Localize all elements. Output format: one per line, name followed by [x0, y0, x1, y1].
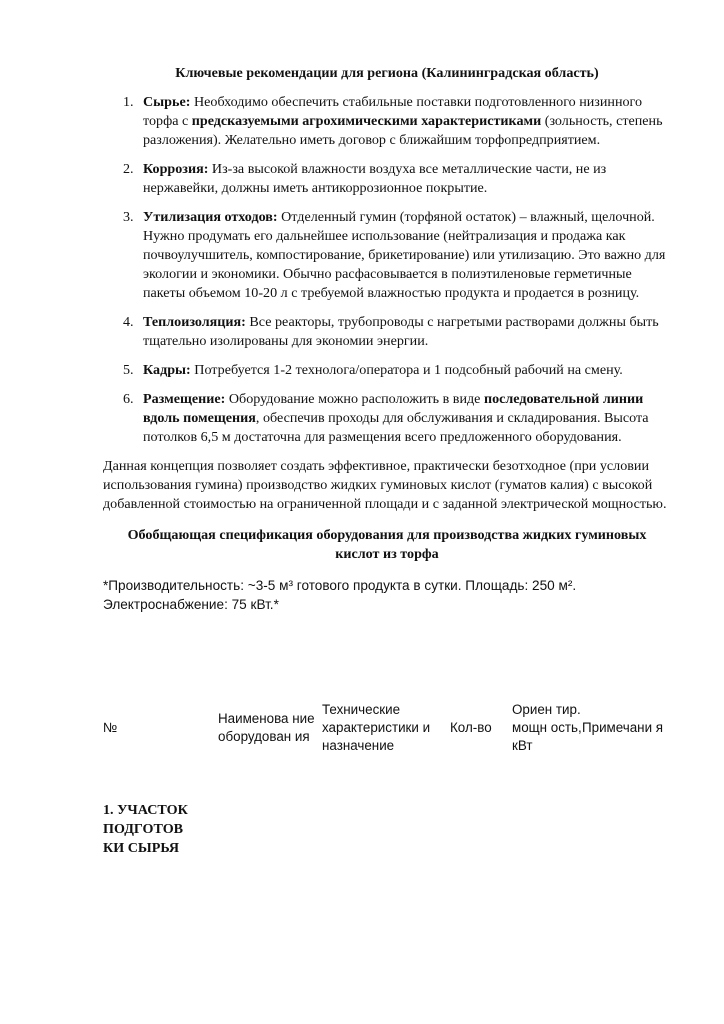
- recommendations-list: [103, 93, 671, 447]
- item-heading: Кадры:: [143, 362, 191, 378]
- item-text: Необходимо обеспечить стабильные поставки подготовленного низинного торфа с: [143, 94, 643, 129]
- list-item: [123, 313, 671, 351]
- item-number: 1.: [123, 94, 134, 110]
- header-cell-number: №: [103, 720, 118, 735]
- item-text: Из-за высокой влажности воздуха все металлические части, не из нержавейки, должны иметь антикоррозионное покрытие.: [143, 161, 607, 196]
- spec-table: [103, 676, 672, 780]
- item-number: 2.: [123, 161, 134, 177]
- spec-title: [103, 526, 671, 564]
- item-bold-text: последовательной линии вдоль помещения: [143, 391, 644, 426]
- spec-params-line: Электроснабжение: 75 кВт.*: [103, 597, 279, 612]
- item-text: Отделенный гумин (торфяной остаток) – влажный, щелочной. Нужно продумать его дальнейшее использование (нейтрализация и продажа как почвоулучшитель, компостирование, брикетирование) или утилизацию. Это важно для экологии и экономики. Обычно расфасовывается в полиэтиленовые герметичные пакеты объемом 10-20 л с требуемой влажностью продукта и продается в розницу.: [143, 209, 666, 301]
- item-heading: Коррозия:: [143, 161, 209, 177]
- recommendations-title: Ключевые рекомендации для региона (Калининградская область): [175, 65, 599, 81]
- item-text: Все реакторы, трубопроводы с нагретыми растворами должны быть тщательно изолированы для экономии энергии.: [143, 314, 659, 349]
- list-item: [123, 160, 671, 198]
- spec-title-line: кислот из торфа: [335, 546, 439, 562]
- header-cell-power: Ориен тир. мощн ость, кВт: [512, 702, 582, 753]
- list-item: [123, 361, 671, 380]
- item-text: Оборудование можно расположить в виде: [225, 391, 484, 407]
- spec-title-line: Обобщающая спецификация оборудования для производства жидких гуминовых: [127, 527, 647, 543]
- item-heading: Размещение:: [143, 391, 226, 407]
- item-number: 6.: [123, 391, 134, 407]
- item-heading: Теплоизоляция:: [143, 314, 246, 330]
- header-cell-specs: Технические характеристики и назначение: [322, 702, 431, 753]
- section-heading-raw-materials: 1. УЧАСТОК ПОДГОТОВ КИ СЫРЬЯ: [103, 802, 188, 856]
- document-page: [103, 64, 671, 614]
- item-heading: Утилизация отходов:: [143, 209, 278, 225]
- item-bold-text: предсказуемыми агрохимическими характеристиками: [191, 113, 542, 129]
- header-cell-name: Наименова ние оборудован ия: [218, 711, 315, 744]
- header-cell-qty: Кол-во: [450, 720, 492, 735]
- table-header-row: [103, 676, 672, 780]
- list-item: [123, 93, 671, 150]
- item-number: 4.: [123, 314, 134, 330]
- header-cell-notes: Примечани я: [582, 720, 664, 735]
- item-heading: Сырье:: [143, 94, 191, 110]
- item-text: Потребуется 1-2 технолога/оператора и 1 подсобный рабочий на смену.: [190, 362, 623, 378]
- conclusion-paragraph: Данная концепция позволяет создать эффективное, практически безотходное (при условии использования гумина) производство жидких гуминовых кислот (гуматов калия) с высокой добавленной стоимостью на ограниченной площади и с заданной электрической мощностью.: [103, 458, 667, 512]
- item-text: , обеспечив проходы для обслуживания и складирования. Высота потолков 6,5 м достаточна для размещения всего предложенного оборудования.: [143, 410, 649, 445]
- list-item: [123, 208, 671, 303]
- spec-params-line: *Производительность: ~3-5 м³ готового продукта в сутки. Площадь: 250 м².: [103, 578, 577, 593]
- item-number: 5.: [123, 362, 134, 378]
- item-text: (зольность, степень разложения). Желательно иметь договор с ближайшим торфопредприятием.: [143, 113, 663, 148]
- list-item: [123, 390, 671, 447]
- item-number: 3.: [123, 209, 134, 225]
- spec-parameters: [103, 576, 671, 614]
